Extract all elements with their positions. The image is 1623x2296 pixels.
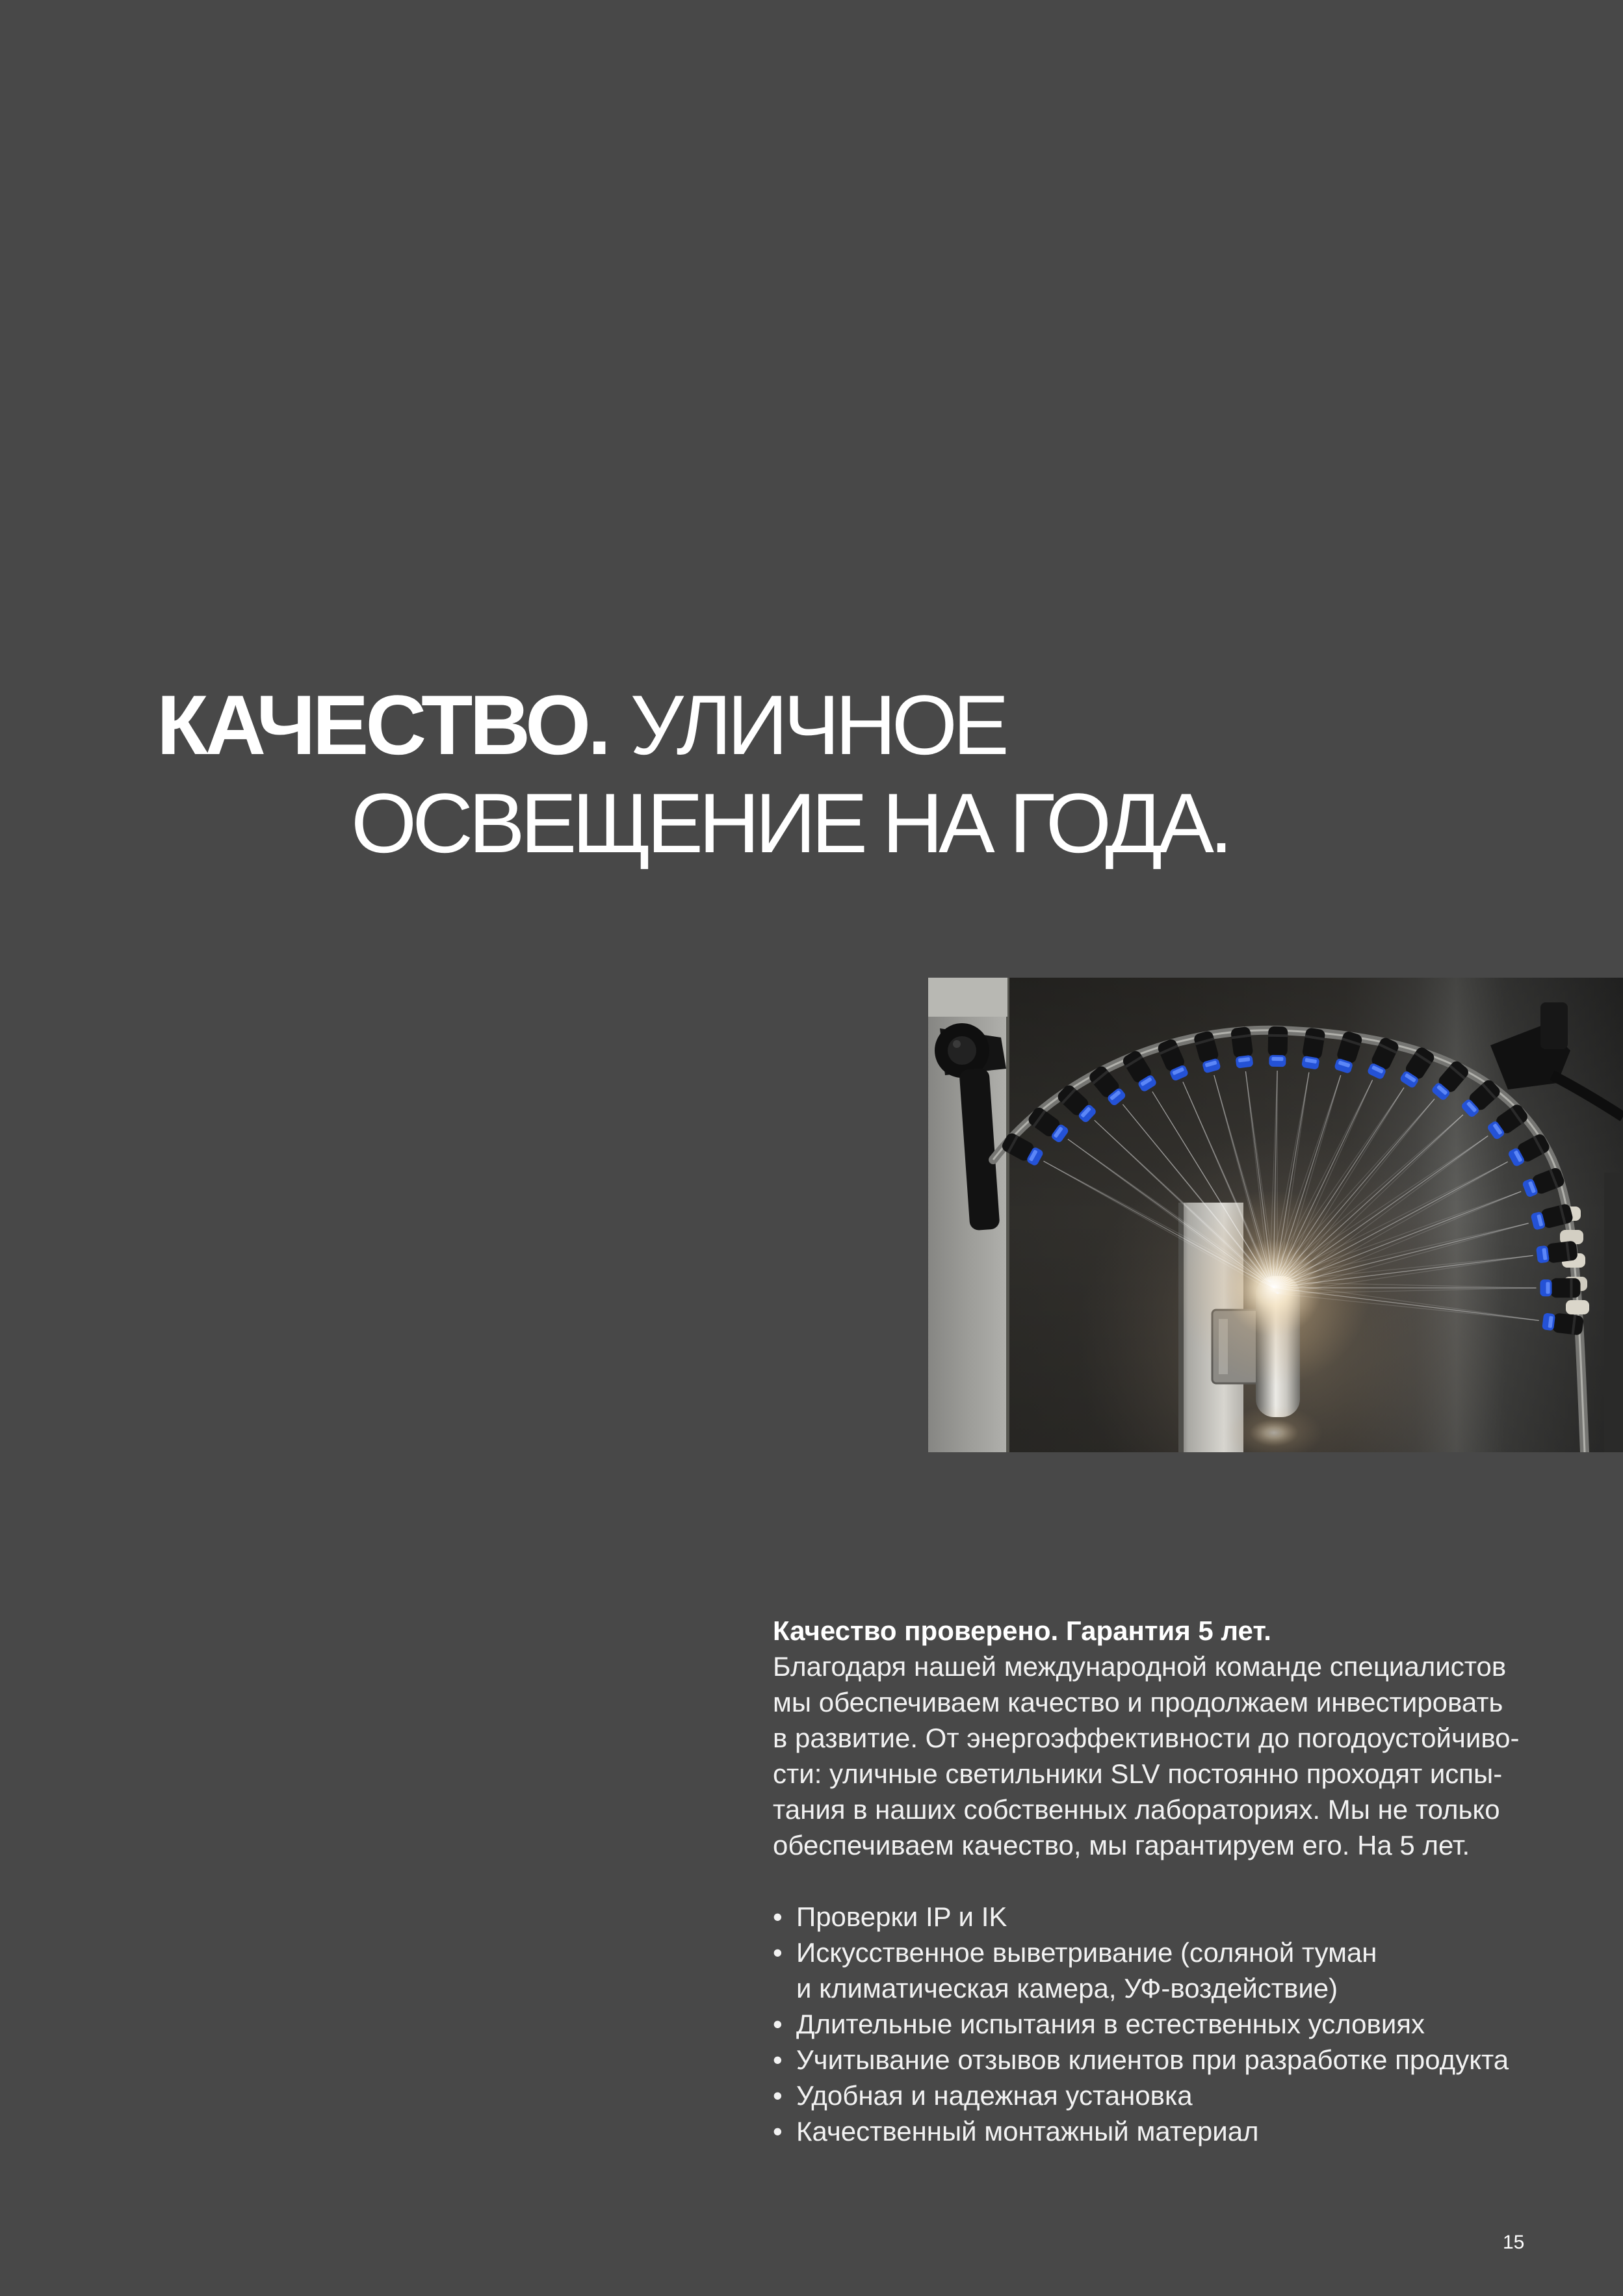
spray-nozzle bbox=[1540, 1278, 1581, 1298]
paragraph-spacer bbox=[773, 1863, 1572, 1899]
bullet-item bbox=[773, 2006, 1572, 2042]
spray-nozzle bbox=[1267, 1026, 1288, 1067]
bullet-text: Длительные испытания в естественных условиях bbox=[796, 2009, 1425, 2039]
left-frame-panel bbox=[928, 978, 1009, 1452]
bullet-continuation bbox=[773, 1970, 1572, 2006]
paragraph-line: мы обеспечиваем качество и продолжаем инвестировать bbox=[773, 1687, 1503, 1717]
bullet-text: Удобная и надежная установка bbox=[796, 2080, 1193, 2111]
body-title: Качество проверено. Гарантия 5 лет. bbox=[773, 1615, 1271, 1646]
paragraph-line: сти: уличные светильники SLV постоянно проходят испы- bbox=[773, 1758, 1503, 1789]
paragraph-line: в развитие. От энергоэффективности до погодоустойчиво- bbox=[773, 1723, 1520, 1753]
paragraph-line: Благодаря нашей международной команде специалистов bbox=[773, 1651, 1507, 1682]
heading-line-2: ОСВЕЩЕНИЕ НА ГОДА. bbox=[351, 776, 1229, 870]
bullet-text: Искусственное выветривание (соляной туман bbox=[796, 1937, 1377, 1968]
bullet-text: и климатическая камера, УФ-воздействие) bbox=[796, 1973, 1338, 2003]
bullet-text: Учитывание отзывов клиентов при разработке продукта bbox=[796, 2044, 1509, 2075]
bullet-icon: • bbox=[773, 2116, 783, 2146]
quality-test-photo bbox=[928, 978, 1623, 1452]
page-number: 15 bbox=[1503, 2232, 1525, 2253]
paragraph-line: тания в наших собственных лабораториях. Мы не только bbox=[773, 1794, 1500, 1825]
body-text-block bbox=[773, 1613, 1572, 2149]
bullet-icon: • bbox=[773, 2044, 783, 2075]
bullet-text: Качественный монтажный материал bbox=[796, 2116, 1259, 2146]
heading-line-1 bbox=[157, 677, 1005, 772]
bullet-text: Проверки IP и IK bbox=[796, 1901, 1007, 1932]
heading-bold-word: КАЧЕСТВО. bbox=[157, 677, 608, 772]
bullet-item bbox=[773, 2042, 1572, 2078]
bullet-item bbox=[773, 1899, 1572, 1935]
bullet-item bbox=[773, 2078, 1572, 2113]
bullet-icon: • bbox=[773, 1901, 783, 1932]
bullet-item bbox=[773, 1935, 1572, 1970]
bullet-item bbox=[773, 2113, 1572, 2149]
heading-light-word: УЛИЧНОЕ bbox=[630, 677, 1005, 772]
bullet-icon: • bbox=[773, 1937, 783, 1968]
paragraph-line: обеспечиваем качество, мы гарантируем его. На 5 лет. bbox=[773, 1830, 1470, 1860]
bullet-icon: • bbox=[773, 2080, 783, 2111]
bullet-icon: • bbox=[773, 2009, 783, 2039]
